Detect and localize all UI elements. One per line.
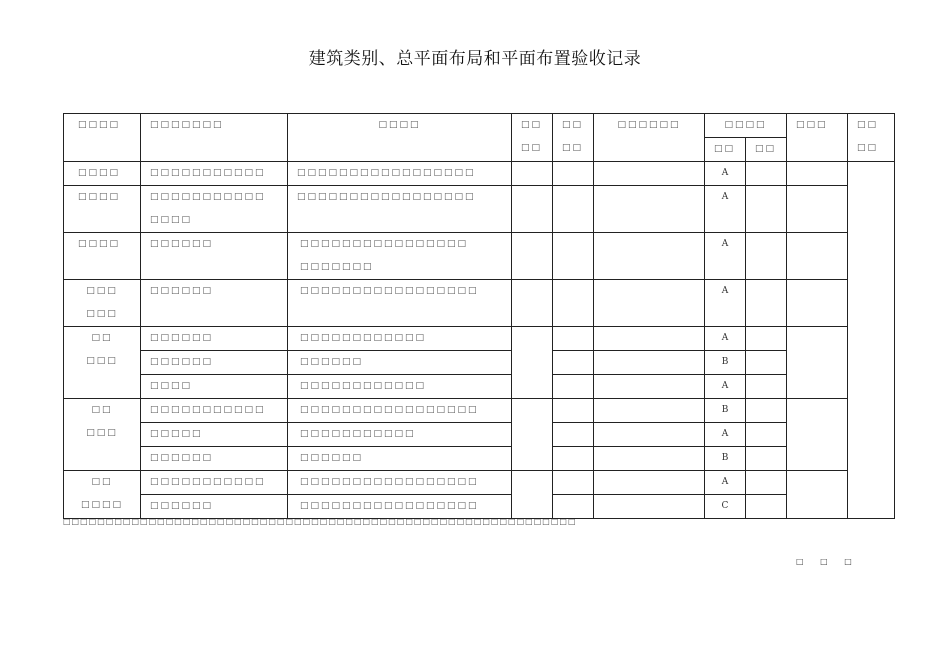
header-cell: □□□□ xyxy=(288,114,512,162)
table-row xyxy=(64,327,895,351)
table-cell xyxy=(594,351,705,375)
table-cell xyxy=(746,447,787,471)
table-cell xyxy=(512,399,553,471)
table-cell xyxy=(553,375,594,399)
table-cell xyxy=(553,280,594,327)
table-cell xyxy=(746,233,787,280)
grade-cell: B xyxy=(705,399,746,423)
grade-cell: A xyxy=(705,375,746,399)
table-row xyxy=(64,423,895,447)
header-cell: □□□ xyxy=(787,114,848,162)
table-cell: □□□□□□□□□□□ xyxy=(141,471,288,495)
table-row xyxy=(64,162,895,186)
table-cell xyxy=(746,375,787,399)
grade-cell: A xyxy=(705,186,746,233)
table-cell: □□□□□□□□□□□ xyxy=(288,423,512,447)
table-cell xyxy=(746,495,787,519)
table-row xyxy=(64,471,895,495)
table-cell xyxy=(787,233,848,280)
table-cell: □□□□ xyxy=(141,375,288,399)
table-cell: □□□□□□□□□□□□□□□□□ xyxy=(288,280,512,327)
remarks-cell xyxy=(848,162,895,519)
table-row xyxy=(64,495,895,519)
header-cell: □□□□□□ xyxy=(594,114,705,162)
table-cell xyxy=(512,186,553,233)
table-cell xyxy=(594,233,705,280)
table-cell xyxy=(746,186,787,233)
table-cell xyxy=(594,186,705,233)
grade-cell: A xyxy=(705,423,746,447)
header-cell: □□ xyxy=(746,138,787,162)
table-cell xyxy=(746,327,787,351)
table-cell xyxy=(512,327,553,399)
table-row xyxy=(64,280,895,327)
table-cell: □□□□□□ xyxy=(288,447,512,471)
table-cell: □□□□ xyxy=(64,233,141,280)
table-cell xyxy=(512,162,553,186)
grade-cell: A xyxy=(705,233,746,280)
table-cell xyxy=(594,495,705,519)
table-cell xyxy=(512,471,553,519)
acceptance-record-table xyxy=(63,113,895,519)
table-cell xyxy=(553,495,594,519)
grade-cell: B xyxy=(705,351,746,375)
table-header-row xyxy=(64,114,895,138)
table-cell: □□□□□□ xyxy=(141,351,288,375)
table-cell xyxy=(787,471,848,519)
table-row xyxy=(64,375,895,399)
table-cell: □□□□ xyxy=(64,162,141,186)
table-cell xyxy=(553,447,594,471)
table-cell: □□ □□□ xyxy=(64,327,141,399)
grade-cell: A xyxy=(705,327,746,351)
table-cell xyxy=(512,233,553,280)
table-cell xyxy=(746,162,787,186)
table-cell xyxy=(746,423,787,447)
table-cell xyxy=(746,471,787,495)
table-cell: □□□□□□ xyxy=(141,447,288,471)
table-cell: □□□□□□□□□□□□□□□□□ xyxy=(288,186,512,233)
grade-cell: A xyxy=(705,162,746,186)
table-row xyxy=(64,233,895,280)
table-cell: □□□□□□ xyxy=(141,495,288,519)
table-cell xyxy=(746,351,787,375)
table-cell: □□□□□□□□□□□ □□□□ xyxy=(141,186,288,233)
table-cell xyxy=(746,399,787,423)
grade-cell: C xyxy=(705,495,746,519)
table-cell xyxy=(594,447,705,471)
header-cell: □□□□□□□ xyxy=(141,114,288,162)
table-cell: □□□□□ xyxy=(141,423,288,447)
table-cell xyxy=(594,399,705,423)
table-cell xyxy=(553,423,594,447)
table-cell xyxy=(594,162,705,186)
table-row xyxy=(64,351,895,375)
page-footer: □ □ □ xyxy=(796,557,852,566)
table-cell xyxy=(787,327,848,399)
header-cell: □□ xyxy=(705,138,746,162)
header-cell: □□ □□ xyxy=(848,114,895,162)
grade-cell: B xyxy=(705,447,746,471)
table-cell xyxy=(594,327,705,351)
table-cell: □□□□□□□□□□□□□□□□ □□□□□□□ xyxy=(288,233,512,280)
table-cell: □□□□□□□□□□□□□□□□□ xyxy=(288,495,512,519)
table-cell: □□□ □□□ xyxy=(64,280,141,327)
table-cell: □□□□□□□□□□□□□□□□□ xyxy=(288,162,512,186)
table-cell: □□□□□□□□□□□□□□□□□ xyxy=(288,399,512,423)
header-cell: □□ □□ xyxy=(553,114,594,162)
table-cell: □□□□□□ xyxy=(141,280,288,327)
table-cell xyxy=(553,186,594,233)
table-cell xyxy=(553,162,594,186)
table-cell xyxy=(594,423,705,447)
table-cell: □□□□□□□□□□□□ xyxy=(288,327,512,351)
table-cell xyxy=(553,471,594,495)
table-cell: □□□□□□□□□□□□□□□□□ xyxy=(288,471,512,495)
table-cell xyxy=(553,399,594,423)
table-cell xyxy=(787,399,848,471)
table-cell: □□ □□□□ xyxy=(64,471,141,519)
table-cell xyxy=(512,280,553,327)
table-cell: □□□□□□ xyxy=(141,327,288,351)
table-cell: □□□□□□□□□□□□ xyxy=(288,375,512,399)
table-cell xyxy=(553,351,594,375)
header-cell: □□□□ xyxy=(705,114,787,138)
table-cell: □□ □□□ xyxy=(64,399,141,471)
header-cell: □□ □□ xyxy=(512,114,553,162)
table-cell: □□□□□□ xyxy=(141,233,288,280)
table-cell xyxy=(594,280,705,327)
table-cell xyxy=(594,471,705,495)
table-row xyxy=(64,447,895,471)
table-cell: □□□□□□□□□□□ xyxy=(141,399,288,423)
table-cell: □□□□□□ xyxy=(288,351,512,375)
table-cell xyxy=(787,280,848,327)
table-cell: □□□□ xyxy=(64,186,141,233)
table-row xyxy=(64,399,895,423)
grade-cell: A xyxy=(705,471,746,495)
table-cell xyxy=(787,162,848,186)
table-cell xyxy=(746,280,787,327)
table-cell: □□□□□□□□□□□ xyxy=(141,162,288,186)
table-cell xyxy=(553,233,594,280)
table-row xyxy=(64,186,895,233)
table-cell xyxy=(594,375,705,399)
table-cell xyxy=(553,327,594,351)
grade-cell: A xyxy=(705,280,746,327)
table-footnote: □□□□□□□□□□□□□□□□□□□□□□□□□□□□□□□□□□□□□□□□□□□□□□□□□□□□□□□□□□□□ xyxy=(63,517,577,526)
table-cell xyxy=(787,186,848,233)
header-cell: □□□□ xyxy=(64,114,141,162)
page-title: 建筑类别、总平面布局和平面布置验收记录 xyxy=(308,49,642,69)
